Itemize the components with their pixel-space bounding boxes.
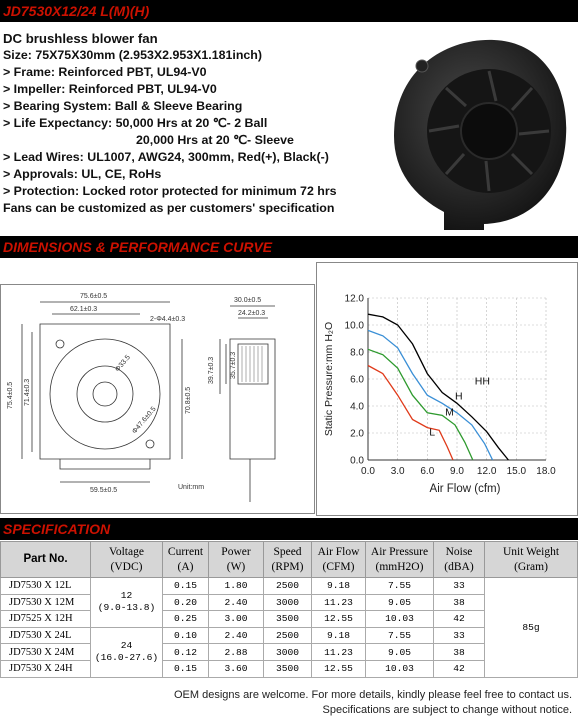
series-label: L — [429, 426, 436, 439]
dim-side-height-2: 35.7±0.3 — [230, 351, 237, 379]
x-tick-label: 12.0 — [476, 466, 497, 477]
dim-side-width-2: 24.2±0.3 — [238, 310, 266, 317]
unit-weight: 85g — [485, 578, 578, 678]
col-header-part: Part No. — [1, 542, 91, 578]
col-header-power: Power (W) — [209, 542, 264, 578]
spec-line: > Frame: Reinforced PBT, UL94-V0 — [3, 65, 207, 79]
fan-photo — [384, 26, 574, 234]
x-axis-label: Air Flow (cfm) — [429, 483, 501, 495]
dim-dia-inner: Φ33.5 — [114, 354, 132, 374]
x-tick-label: 15.0 — [506, 466, 527, 477]
spec-line: > Approvals: UL, CE, RoHs — [3, 167, 162, 181]
x-tick-label: 18.0 — [536, 466, 556, 477]
x-tick-label: 6.0 — [420, 466, 435, 477]
col-header-weight: Unit Weight (Gram) — [485, 542, 578, 578]
y-tick-label: 6.0 — [350, 374, 364, 386]
voltage-group-12: 12 (9.0-13.8) — [91, 578, 163, 628]
dim-hole: 2-Φ4.4±0.3 — [150, 316, 186, 323]
product-title-bar — [0, 0, 578, 22]
spec-heading: DC brushless blower fan — [3, 31, 158, 46]
dim-dia-outer: Φ47.6±0.5 — [131, 405, 158, 436]
dim-height-inner: 71.4±0.3 — [24, 378, 31, 406]
spec-line: > Impeller: Reinforced PBT, UL94-V0 — [3, 82, 217, 96]
y-axis-label: Static Pressure:mm H₂O — [323, 321, 335, 437]
dim-bottom-width: 59.5±0.5 — [90, 487, 118, 494]
table-row: JD7530 X 24L 24 (16.0-27.6) 0.10 2.40 2500 9.18 7.55 33 — [1, 627, 578, 644]
spec-line: > Lead Wires: UL1007, AWG24, 300mm, Red(+), Black(-) — [3, 150, 329, 164]
x-tick-label: 3.0 — [390, 466, 405, 477]
dimensions-section-bar — [0, 236, 578, 258]
product-title: JD7530X12/24 L(M)(H) — [3, 3, 150, 19]
dim-width-inner: 62.1±0.3 — [70, 306, 98, 313]
col-header-pressure: Air Pressure (mmH2O) — [366, 542, 434, 578]
table-row: JD7525 X 12H 0.25 3.00 3500 12.55 10.03 42 — [1, 611, 578, 628]
spec-line: > Protection: Locked rotor protected for minimum 72 hrs — [3, 184, 337, 198]
spec-line: Size: 75X75X30mm (2.953X2.953X1.181inch) — [3, 48, 262, 62]
col-header-airflow: Air Flow (CFM) — [312, 542, 366, 578]
spec-line: 20,000 Hrs at 20 ℃- Sleeve — [136, 133, 294, 147]
y-tick-label: 10.0 — [344, 320, 364, 332]
series-label: H — [455, 390, 463, 403]
spec-table — [0, 541, 578, 678]
spec-line: Fans can be customized as per customers' specification — [3, 201, 335, 215]
table-row: JD7530 X 24M 0.12 2.88 3000 11.23 9.05 38 — [1, 644, 578, 661]
performance-chart — [316, 262, 578, 516]
dimension-drawing — [0, 284, 315, 514]
dimensions-section-title: DIMENSIONS & PERFORMANCE CURVE — [3, 239, 273, 255]
col-header-speed: Speed (RPM) — [264, 542, 312, 578]
spec-line: > Bearing System: Ball & Sleeve Bearing — [3, 99, 243, 113]
table-row: JD7530 X 24H 0.15 3.60 3500 12.55 10.03 42 — [1, 660, 578, 677]
dim-right-height: 70.8±0.5 — [185, 386, 192, 414]
x-tick-label: 0.0 — [361, 466, 375, 477]
col-header-noise: Noise (dBA) — [434, 542, 485, 578]
y-tick-label: 2.0 — [350, 428, 364, 440]
unit-label: Unit:mm — [178, 484, 205, 491]
y-tick-label: 4.0 — [350, 401, 364, 413]
dim-height-outer: 75.4±0.5 — [7, 381, 14, 409]
col-header-current: Current (A) — [163, 542, 209, 578]
dim-width-outer: 75.6±0.5 — [80, 293, 108, 300]
y-tick-label: 0.0 — [350, 455, 364, 467]
voltage-group-24: 24 (16.0-27.6) — [91, 627, 163, 677]
table-row: JD7530 X 12M 0.20 2.40 3000 11.23 9.05 38 — [1, 594, 578, 611]
dim-side-width-1: 30.0±0.5 — [234, 297, 262, 304]
y-tick-label: 12.0 — [344, 293, 364, 305]
footer-oem-note: OEM designs are welcome. For more details, kindly please feel free to contact us. — [173, 689, 572, 701]
footer-disclaimer: Specifications are subject to change without notice. — [322, 704, 572, 716]
col-header-voltage: Voltage (VDC) — [91, 542, 163, 578]
dim-side-height-1: 39.7±0.3 — [208, 356, 215, 384]
specification-section-bar — [0, 518, 578, 540]
y-tick-label: 8.0 — [350, 347, 364, 359]
spec-line: > Life Expectancy: 50,000 Hrs at 20 ℃- 2 Ball — [3, 116, 268, 130]
x-tick-label: 9.0 — [450, 466, 464, 477]
spec-list — [3, 30, 383, 217]
specification-section-title: SPECIFICATION — [3, 521, 111, 537]
table-row: JD7530 X 12L 12 (9.0-13.8) 0.15 1.80 2500 9.18 7.55 33 85g — [1, 578, 578, 595]
series-label: HH — [474, 375, 490, 388]
series-label: M — [445, 406, 454, 419]
